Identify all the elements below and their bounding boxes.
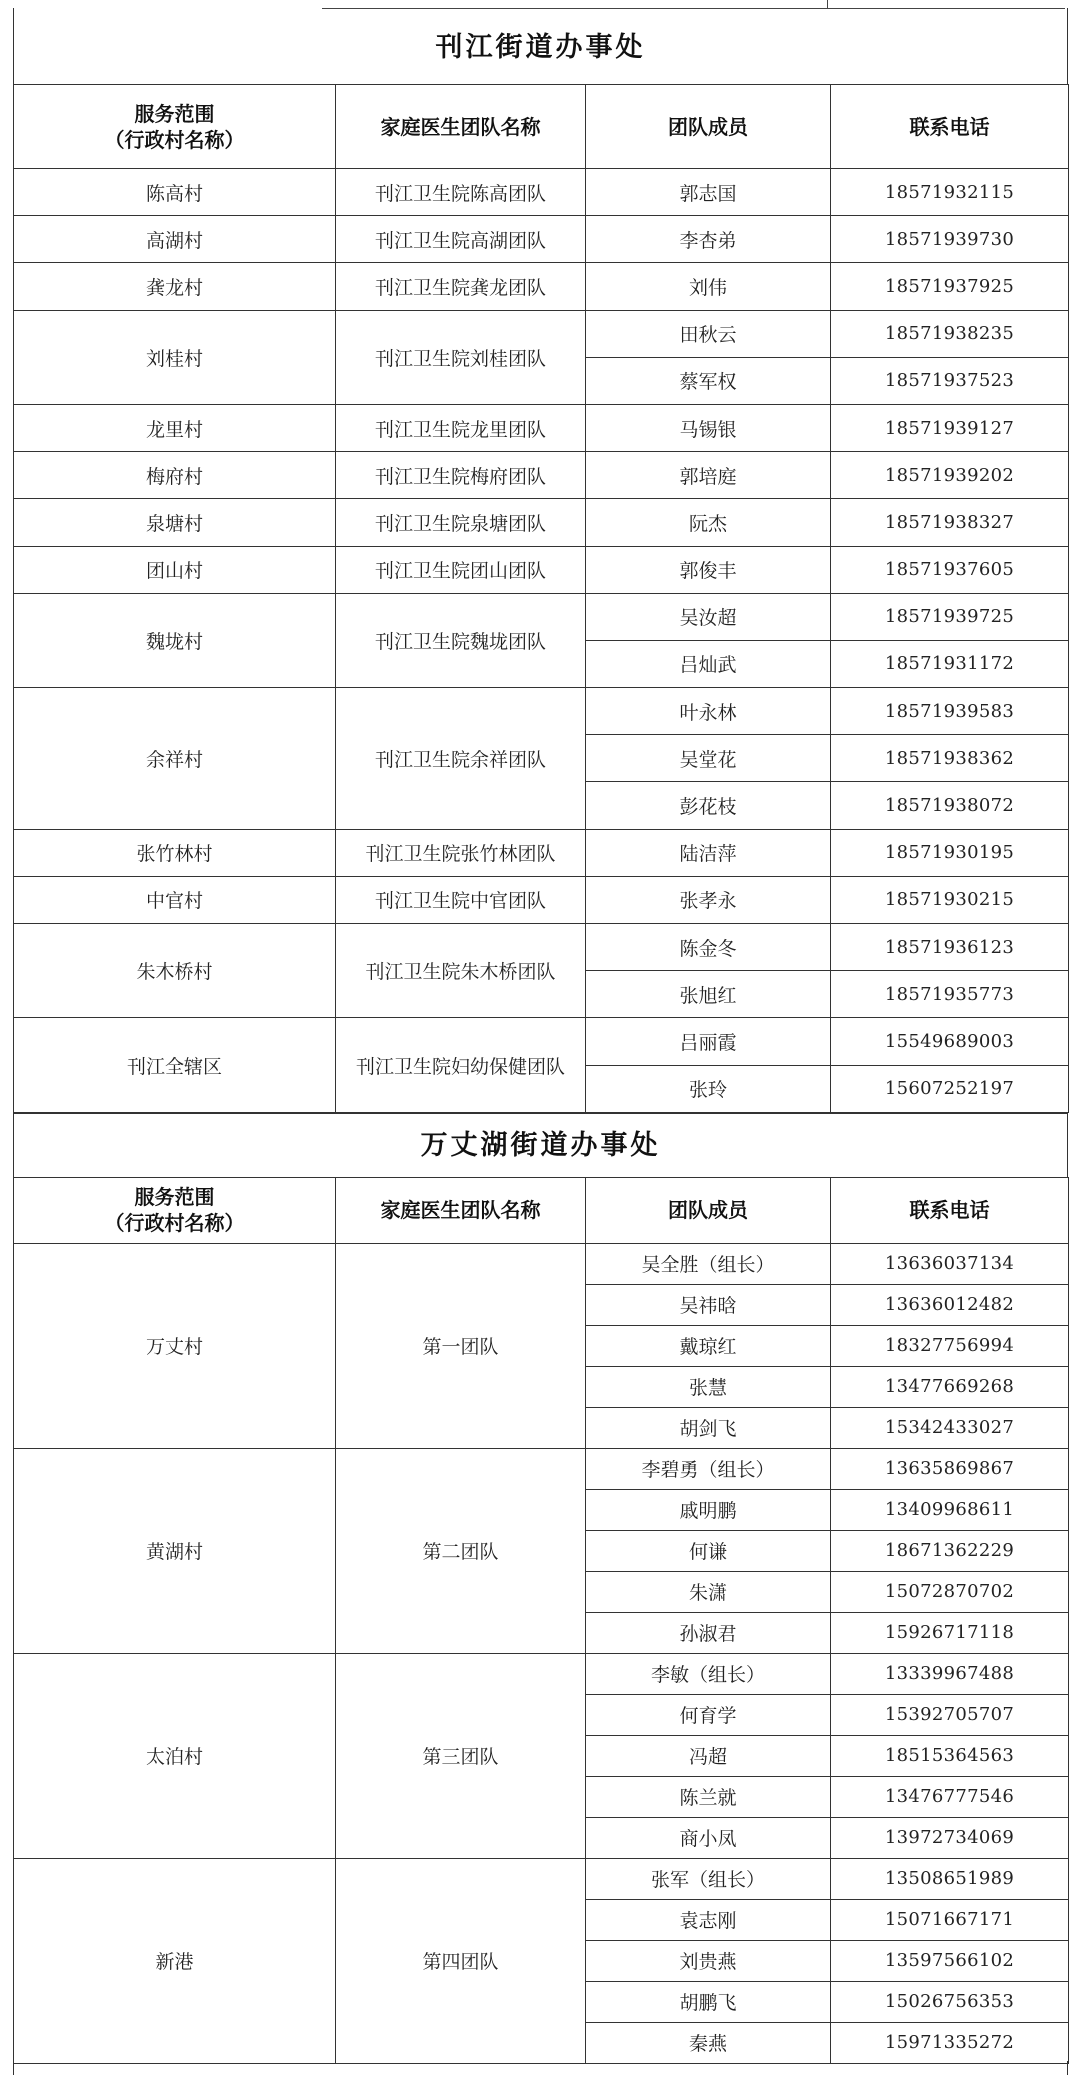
phone-cell: 13409968611 xyxy=(831,1489,1069,1530)
section-title-wanzhanghu: 万丈湖街道办事处 xyxy=(13,1113,1068,1177)
phone-cell: 15392705707 xyxy=(831,1694,1069,1735)
member-name-cell: 张旭红 xyxy=(586,971,831,1018)
member-name-cell: 李杏弟 xyxy=(586,216,831,263)
phone-cell: 15026756353 xyxy=(831,1981,1069,2022)
team-name-cell: 刊江卫生院朱木桥团队 xyxy=(336,924,586,1018)
village-cell: 新港 xyxy=(14,1858,336,2063)
header-service-area: 服务范围 （行政村名称） xyxy=(14,1177,336,1243)
member-name-cell: 阮杰 xyxy=(586,499,831,546)
member-name-cell: 田秋云 xyxy=(586,310,831,357)
member-name-cell: 商小凤 xyxy=(586,1817,831,1858)
phone-cell: 18571938235 xyxy=(831,310,1069,357)
phone-cell: 18571939127 xyxy=(831,404,1069,451)
next-table-edge xyxy=(13,2061,1068,2075)
team-name-cell: 刊江卫生院张竹林团队 xyxy=(336,829,586,876)
phone-cell: 13636037134 xyxy=(831,1243,1069,1284)
team-name-cell: 第三团队 xyxy=(336,1653,586,1858)
village-cell: 刘桂村 xyxy=(14,310,336,404)
team-name-cell: 刊江卫生院中官团队 xyxy=(336,876,586,923)
phone-cell: 18571937925 xyxy=(831,263,1069,310)
village-cell: 泉塘村 xyxy=(14,499,336,546)
member-name-cell: 张军（组长） xyxy=(586,1858,831,1899)
member-name-cell: 戴琼红 xyxy=(586,1325,831,1366)
member-name-cell: 吴祎晗 xyxy=(586,1284,831,1325)
village-cell: 龚龙村 xyxy=(14,263,336,310)
header-team-name: 家庭医生团队名称 xyxy=(336,1177,586,1243)
member-name-cell: 张玲 xyxy=(586,1065,831,1112)
member-name-cell: 张慧 xyxy=(586,1366,831,1407)
phone-cell: 15607252197 xyxy=(831,1065,1069,1112)
header-row xyxy=(14,85,1069,169)
table-row xyxy=(14,169,1069,216)
team-name-cell: 刊江卫生院泉塘团队 xyxy=(336,499,586,546)
phone-cell: 13597566102 xyxy=(831,1940,1069,1981)
member-name-cell: 秦燕 xyxy=(586,2022,831,2063)
phone-cell: 18571935773 xyxy=(831,971,1069,1018)
kanjiang-team-table xyxy=(13,84,1069,1113)
phone-cell: 15072870702 xyxy=(831,1571,1069,1612)
team-name-cell: 第四团队 xyxy=(336,1858,586,2063)
village-cell: 龙里村 xyxy=(14,404,336,451)
phone-cell: 18571930195 xyxy=(831,829,1069,876)
phone-cell: 15926717118 xyxy=(831,1612,1069,1653)
member-name-cell: 郭志国 xyxy=(586,169,831,216)
phone-cell: 18571939730 xyxy=(831,216,1069,263)
table-row xyxy=(14,1858,1069,1899)
header-team-name: 家庭医生团队名称 xyxy=(336,85,586,169)
village-cell: 魏垅村 xyxy=(14,593,336,687)
phone-cell: 13477669268 xyxy=(831,1366,1069,1407)
member-name-cell: 陆洁萍 xyxy=(586,829,831,876)
header-phone: 联系电话 xyxy=(831,1177,1069,1243)
phone-cell: 18571939725 xyxy=(831,593,1069,640)
member-name-cell: 陈金冬 xyxy=(586,924,831,971)
table-row xyxy=(14,452,1069,499)
member-name-cell: 朱潇 xyxy=(586,1571,831,1612)
team-name-cell: 刊江卫生院梅府团队 xyxy=(336,452,586,499)
member-name-cell: 胡剑飞 xyxy=(586,1407,831,1448)
table-row xyxy=(14,499,1069,546)
team-name-cell: 刊江卫生院妇幼保健团队 xyxy=(336,1018,586,1112)
village-cell: 余祥村 xyxy=(14,688,336,830)
village-cell: 团山村 xyxy=(14,546,336,593)
phone-cell: 13972734069 xyxy=(831,1817,1069,1858)
phone-cell: 18571937523 xyxy=(831,357,1069,404)
phone-cell: 18571938327 xyxy=(831,499,1069,546)
member-name-cell: 马锡银 xyxy=(586,404,831,451)
section-title-kanjiang: 刊江街道办事处 xyxy=(13,8,1068,84)
header-members: 团队成员 xyxy=(586,1177,831,1243)
village-cell: 陈高村 xyxy=(14,169,336,216)
member-name-cell: 孙淑君 xyxy=(586,1612,831,1653)
member-name-cell: 胡鹏飞 xyxy=(586,1981,831,2022)
village-cell: 张竹林村 xyxy=(14,829,336,876)
phone-cell: 18571936123 xyxy=(831,924,1069,971)
village-cell: 梅府村 xyxy=(14,452,336,499)
phone-cell: 18571939583 xyxy=(831,688,1069,735)
team-name-cell: 刊江卫生院龚龙团队 xyxy=(336,263,586,310)
table-row xyxy=(14,688,1069,735)
village-cell: 中官村 xyxy=(14,876,336,923)
phone-cell: 18515364563 xyxy=(831,1735,1069,1776)
table-row xyxy=(14,924,1069,971)
member-name-cell: 吴汝超 xyxy=(586,593,831,640)
table-row xyxy=(14,1653,1069,1694)
phone-cell: 13339967488 xyxy=(831,1653,1069,1694)
phone-cell: 15971335272 xyxy=(831,2022,1069,2063)
header-service-area: 服务范围 （行政村名称） xyxy=(14,85,336,169)
member-name-cell: 彭花枝 xyxy=(586,782,831,829)
team-name-cell: 第二团队 xyxy=(336,1448,586,1653)
header-phone: 联系电话 xyxy=(831,85,1069,169)
table-row xyxy=(14,1018,1069,1065)
phone-cell: 15549689003 xyxy=(831,1018,1069,1065)
phone-cell: 18571937605 xyxy=(831,546,1069,593)
header-members: 团队成员 xyxy=(586,85,831,169)
table-row xyxy=(14,263,1069,310)
team-name-cell: 刊江卫生院陈高团队 xyxy=(336,169,586,216)
member-name-cell: 郭俊丰 xyxy=(586,546,831,593)
team-name-cell: 刊江卫生院龙里团队 xyxy=(336,404,586,451)
phone-cell: 18671362229 xyxy=(831,1530,1069,1571)
document-page xyxy=(13,0,1068,2064)
member-name-cell: 何育学 xyxy=(586,1694,831,1735)
table-row xyxy=(14,1243,1069,1284)
table-row xyxy=(14,216,1069,263)
member-name-cell: 陈兰就 xyxy=(586,1776,831,1817)
village-cell: 高湖村 xyxy=(14,216,336,263)
member-name-cell: 吴堂花 xyxy=(586,735,831,782)
village-cell: 万丈村 xyxy=(14,1243,336,1448)
team-name-cell: 刊江卫生院余祥团队 xyxy=(336,688,586,830)
member-name-cell: 刘贵燕 xyxy=(586,1940,831,1981)
team-name-cell: 刊江卫生院魏垅团队 xyxy=(336,593,586,687)
team-name-cell: 刊江卫生院团山团队 xyxy=(336,546,586,593)
phone-cell: 18571932115 xyxy=(831,169,1069,216)
header-row xyxy=(14,1177,1069,1243)
member-name-cell: 李碧勇（组长） xyxy=(586,1448,831,1489)
phone-cell: 13476777546 xyxy=(831,1776,1069,1817)
phone-cell: 13636012482 xyxy=(831,1284,1069,1325)
phone-cell: 15342433027 xyxy=(831,1407,1069,1448)
table-row xyxy=(14,829,1069,876)
table-row xyxy=(14,404,1069,451)
phone-cell: 18327756994 xyxy=(831,1325,1069,1366)
table-row xyxy=(14,310,1069,357)
phone-cell: 13635869867 xyxy=(831,1448,1069,1489)
member-name-cell: 吕丽霞 xyxy=(586,1018,831,1065)
phone-cell: 18571931172 xyxy=(831,640,1069,687)
table-row xyxy=(14,546,1069,593)
member-name-cell: 李敏（组长） xyxy=(586,1653,831,1694)
village-cell: 朱木桥村 xyxy=(14,924,336,1018)
member-name-cell: 郭培庭 xyxy=(586,452,831,499)
wanzhanghu-team-table xyxy=(13,1177,1069,2064)
village-cell: 太泊村 xyxy=(14,1653,336,1858)
village-cell: 刊江全辖区 xyxy=(14,1018,336,1112)
member-name-cell: 戚明鹏 xyxy=(586,1489,831,1530)
phone-cell: 18571938362 xyxy=(831,735,1069,782)
team-name-cell: 刊江卫生院刘桂团队 xyxy=(336,310,586,404)
member-name-cell: 吕灿武 xyxy=(586,640,831,687)
village-cell: 黄湖村 xyxy=(14,1448,336,1653)
phone-cell: 18571939202 xyxy=(831,452,1069,499)
table-row xyxy=(14,593,1069,640)
member-name-cell: 刘伟 xyxy=(586,263,831,310)
member-name-cell: 何谦 xyxy=(586,1530,831,1571)
phone-cell: 13508651989 xyxy=(831,1858,1069,1899)
table-row xyxy=(14,876,1069,923)
member-name-cell: 叶永林 xyxy=(586,688,831,735)
member-name-cell: 蔡军权 xyxy=(586,357,831,404)
member-name-cell: 冯超 xyxy=(586,1735,831,1776)
phone-cell: 18571930215 xyxy=(831,876,1069,923)
phone-cell: 18571938072 xyxy=(831,782,1069,829)
member-name-cell: 吴全胜（组长） xyxy=(586,1243,831,1284)
team-name-cell: 刊江卫生院高湖团队 xyxy=(336,216,586,263)
member-name-cell: 袁志刚 xyxy=(586,1899,831,1940)
phone-cell: 15071667171 xyxy=(831,1899,1069,1940)
table-row xyxy=(14,1448,1069,1489)
team-name-cell: 第一团队 xyxy=(336,1243,586,1448)
member-name-cell: 张孝永 xyxy=(586,876,831,923)
